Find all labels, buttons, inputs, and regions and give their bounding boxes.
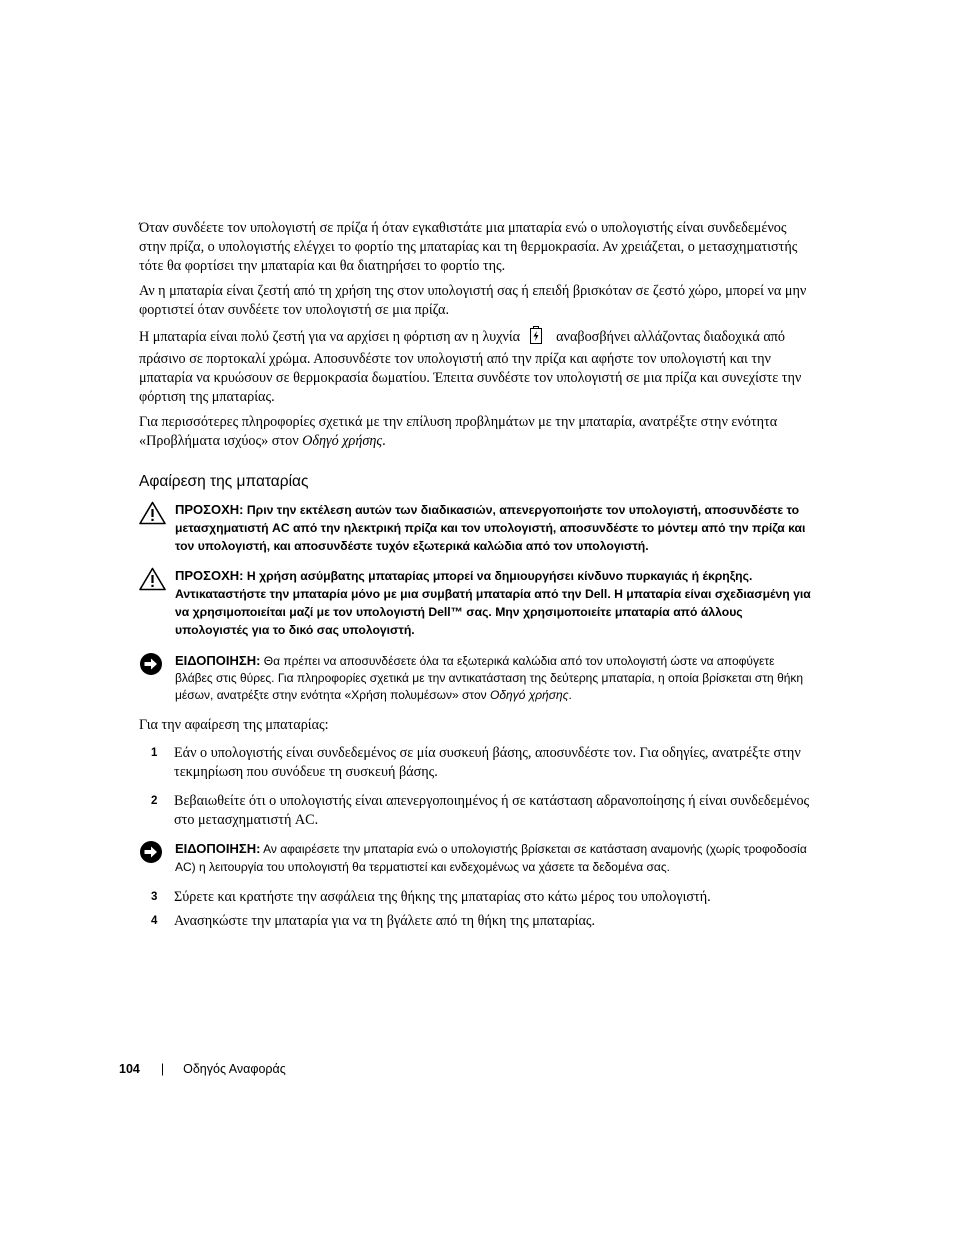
section-title: Αφαίρεση της μπαταρίας — [139, 473, 309, 490]
paragraph-hot-battery — [139, 326, 814, 407]
book-title: Οδηγός Αναφοράς — [183, 1062, 286, 1076]
caution-callout — [139, 501, 814, 555]
step-text: Βεβαιωθείτε ότι ο υπολογιστής είναι απενεργοποιημένος ή σε κατάσταση αδρανοποίησης ή είναι συνδεδεμένος στο μετασχηματιστή AC. — [174, 793, 810, 829]
procedure-intro: Για την αφαίρεση της μπαταρίας: — [139, 717, 329, 734]
notice-text: Αν αφαιρέσετε την μπαταρία ενώ ο υπολογιστής βρίσκεται σε κατάσταση αναμονής (χωρίς τροφοδοσία AC) η λειτουργία του υπολογιστή θα τερματιστεί και ενδεχομένως να χάσετε τα δεδομένα σας. — [175, 842, 807, 874]
steps-list — [139, 888, 814, 931]
paragraph-hot-battery-use: Αν η μπαταρία είναι ζεστή από τη χρήση της στον υπολογιστή σας ή επειδή βρισκόταν σε ζεστό χώρο, μπορεί να μην φορτιστεί όταν συνδέετε τον υπολογιστή σε μια πρίζα. — [139, 283, 807, 318]
paragraph-more-info — [139, 413, 814, 451]
step-number: 4 — [151, 915, 158, 928]
notice-label: ΕΙΔΟΠΟΙΗΣΗ: — [175, 841, 261, 857]
step-text: Εάν ο υπολογιστής είναι συνδεδεμένος σε μία συσκευή βάσης, αποσυνδέστε τον. Για οδηγίες, ανατρέξτε στην τεκμηρίωση που συνόδευε τη συσκευή βάσης. — [174, 745, 801, 781]
notice-callout — [139, 840, 814, 876]
step-number: 1 — [151, 747, 158, 760]
step-item — [139, 912, 814, 931]
step-item — [139, 888, 814, 907]
step-number: 2 — [151, 795, 158, 808]
notice-arrow-icon — [139, 652, 163, 681]
page-number: 104 — [119, 1062, 140, 1076]
footer-separator: | — [160, 1062, 165, 1076]
caution-text: Η χρήση ασύμβατης μπαταρίας μπορεί να δημιουργήσει κίνδυνο πυρκαγιάς ή έκρηξης. Αντικαταστήστε την μπαταρία μόνο με μια συμβατή μπαταρία από την Dell. Η μπαταρία είναι σχεδιασμένη για να χρησιμοποιείται μαζί με τον υπολογιστή Dell™ σας. Μην χρησιμοποιείτε μπαταρία από άλλους υπολογιστές για το δικό σας υπολογιστή. — [175, 569, 811, 637]
notice-arrow-icon — [139, 840, 163, 869]
caution-label: ΠΡΟΣΟΧΗ: — [175, 502, 244, 517]
notice-text: Θα πρέπει να αποσυνδέσετε όλα τα εξωτερικά καλώδια από τον υπολογιστή ώστε να αποφύγετε βλάβες στις θύρες. Για πληροφορίες σχετικά με την αντικατάσταση της δεύτερης μπαταρία, η οποία βρίσκεται στη θήκη μέσων, ανατρέξτε στην ενότητα «Χρήση πολυμέσων» στον — [175, 653, 804, 703]
steps-list — [139, 744, 814, 830]
hot-battery-text-before: Η μπαταρία είναι πολύ ζεστή για να αρχίσει η φόρτιση αν η λυχνία — [139, 329, 521, 345]
step-item — [139, 792, 814, 830]
step-number: 3 — [151, 891, 158, 904]
caution-label: ΠΡΟΣΟΧΗ: — [175, 568, 244, 584]
step-item — [139, 744, 814, 782]
notice-end: . — [568, 688, 572, 703]
guide-reference: Οδηγό χρήσης — [490, 688, 569, 703]
more-info-text: Για περισσότερες πληροφορίες σχετικά με την επίλυση προβλημάτων με την μπαταρία, ανατρέξτε στην ενότητα «Προβλήματα ισχύος» στον — [139, 414, 778, 449]
page-footer — [119, 1062, 286, 1076]
hot-battery-text-after: αναβοσβήνει αλλάζοντας διαδοχικά από πράσινο σε πορτοκαλί χρώμα. Αποσυνδέστε τον υπολογιστή από την πρίζα και αφήστε τον υπολογιστή και την μπαταρία να κρυώσουν σε θερμοκρασία δωματίου. Έπειτα συνδέστε τον υπολογιστή σε μια πρίζα και συνεχίστε την φόρτιση της μπαταρίας. — [139, 329, 802, 405]
notice-label: ΕΙΔΟΠΟΙΗΣΗ: — [175, 652, 261, 668]
guide-reference: Οδηγό χρήσης — [302, 433, 383, 449]
battery-charge-icon — [530, 326, 542, 350]
warning-triangle-icon — [139, 567, 166, 596]
caution-text: Πριν την εκτέλεση αυτών των διαδικασιών, απενεργοποιήστε τον υπολογιστή, αποσυνδέστε το μετασχηματιστή AC από την ηλεκτρική πρίζα και τον υπολογιστή, αποσυνδέστε το μόντεμ από την πρίζα και τον υπολογιστή, και αποσυνδέστε τυχόν εξωτερικά καλώδια από τον υπολογιστή. — [175, 503, 806, 553]
step-text: Σύρετε και κρατήστε την ασφάλεια της θήκης της μπαταρίας στο κάτω μέρος του υπολογιστή. — [174, 889, 711, 906]
step-text: Ανασηκώστε την μπαταρία για να τη βγάλετε από τη θήκη της μπαταρίας. — [174, 913, 596, 930]
page-content — [139, 219, 814, 941]
caution-callout — [139, 567, 814, 639]
warning-triangle-icon — [139, 501, 166, 530]
paragraph-charging: Όταν συνδέετε τον υπολογιστή σε πρίζα ή όταν εγκαθιστάτε μια μπαταρία ενώ ο υπολογιστής είναι συνδεδεμένος στην πρίζα, ο υπολογιστής ελέγχει το φορτίο της μπαταρίας και τη θερμοκρασία. Αν χρειάζεται, ο μετασχηματιστής τότε θα φορτίσει την μπαταρία και θα διατηρήσει το φορτίο της. — [139, 220, 798, 274]
notice-callout — [139, 652, 814, 705]
more-info-end: . — [382, 433, 386, 449]
